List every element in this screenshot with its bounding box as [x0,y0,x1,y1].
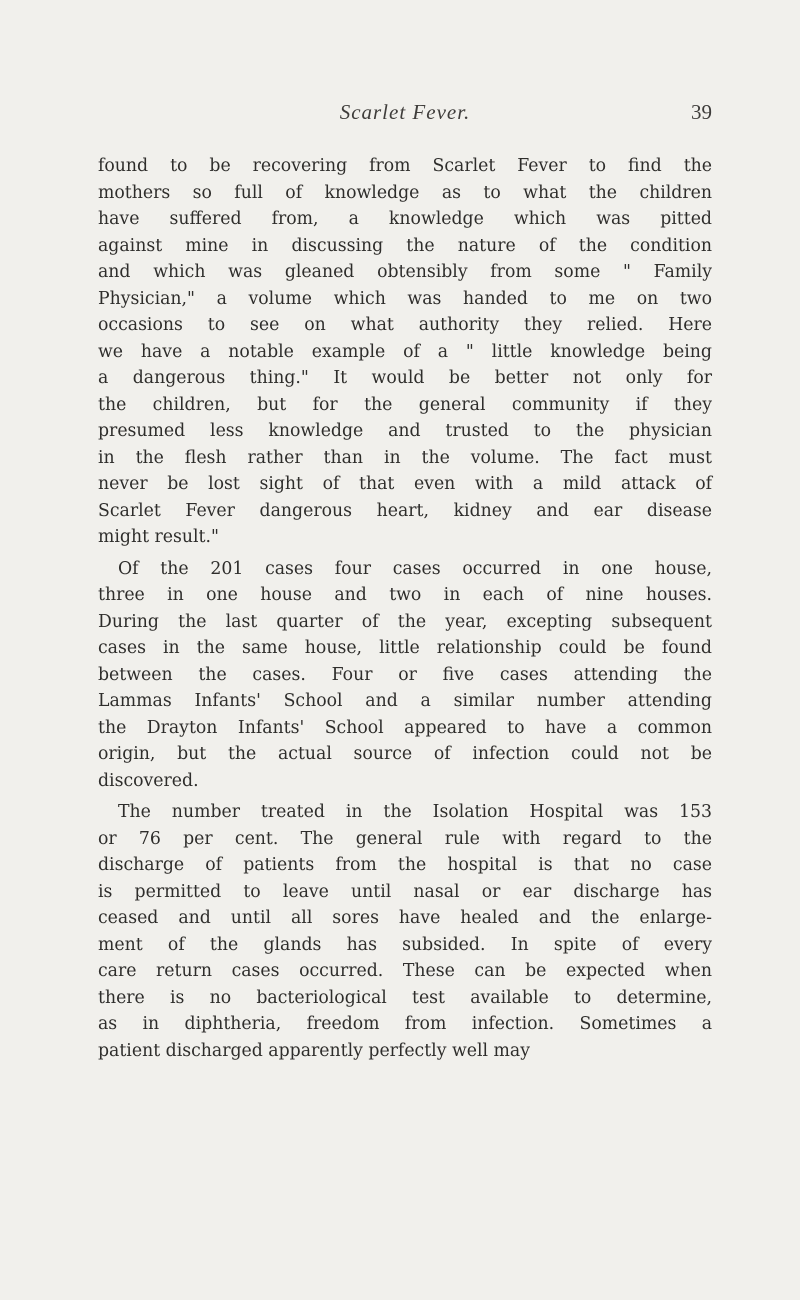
text-line: occasions to see on what authority they relied. Here [98,315,712,335]
text-line: against mine in discussing the nature of the condition [98,235,712,256]
page-header [98,100,712,130]
paragraph-1 [98,153,712,551]
text-line: the children, but for the general community if they [98,394,712,415]
text-line: is permitted to leave until nasal or ear discharge has [98,881,712,902]
text-line: presumed less knowledge and trusted to the physician [98,421,712,441]
text-line: Scarlet Fever dangerous heart, kidney and ear disease [98,500,712,521]
text-line: Of the 201 cases four cases occurred in one house, [118,558,712,579]
text-line: mothers so full of knowledge as to what the children [98,182,712,203]
text-line: Lammas Infants' School and a similar number attending [98,691,712,711]
text-line: have suffered from, a knowledge which was pitted [98,209,712,229]
text-line: ment of the glands has subsided. In spite of every [98,934,712,955]
text-line: patient discharged apparently perfectly well may [98,1040,530,1061]
text-line: During the last quarter of the year, excepting subsequent [98,611,712,632]
text-line: cases in the same house, little relationship could be found [98,638,712,658]
paragraph-3 [98,799,712,1064]
text-line: between the cases. Four or five cases attending the [98,664,712,685]
text-line: and which was gleaned obtensibly from some " Family [98,262,712,282]
text-line: Physician," a volume which was handed to me on two [98,288,712,309]
text-line: we have a notable example of a " little knowledge being [98,341,712,362]
text-line: as in diphtheria, freedom from infection. Sometimes a [98,1014,712,1034]
text-line: origin, but the actual source of infection could not be [98,744,712,764]
text-line: never be lost sight of that even with a mild attack of [98,474,712,494]
text-line: discovered. [98,770,199,791]
text-line: there is no bacteriological test available to determine, [98,987,712,1008]
text-line: three in one house and two in each of nine houses. [98,585,712,605]
text-line: ceased and until all sores have healed and the enlarge- [98,908,712,928]
page-number: 39 [691,100,712,124]
text-line: a dangerous thing." It would be better not only for [98,368,712,388]
text-line: the Drayton Infants' School appeared to have a common [98,717,712,738]
body-text [98,153,712,1064]
running-title: Scarlet Fever. [339,100,471,124]
text-line: might result." [98,527,219,547]
text-line: or 76 per cent. The general rule with regard to the [98,828,712,849]
text-line: in the flesh rather than in the volume. The fact must [98,447,712,468]
text-line: The number treated in the Isolation Hospital was 153 [118,802,712,822]
text-line: care return cases occurred. These can be expected when [98,961,712,981]
text-line: discharge of patients from the hospital is that no case [98,855,712,875]
text-line: found to be recovering from Scarlet Fever to find the [98,156,712,176]
paragraph-2 [98,556,712,795]
